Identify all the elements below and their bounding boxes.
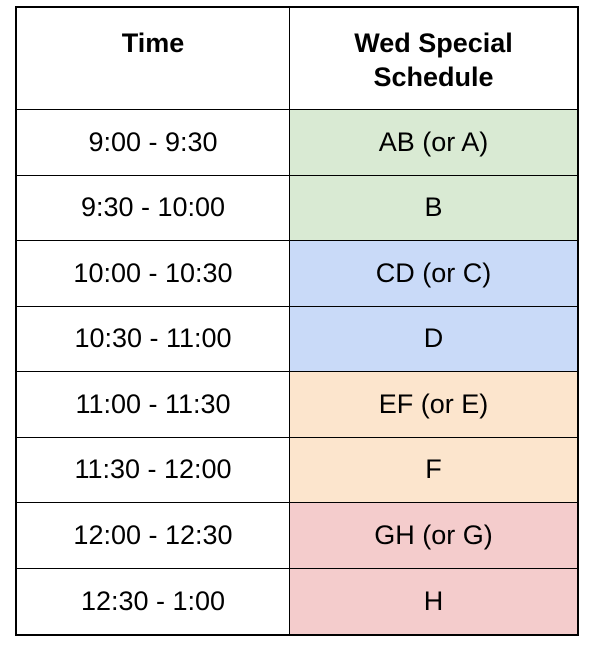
header-time: Time bbox=[17, 8, 290, 110]
time-cell: 11:30 - 12:00 bbox=[17, 438, 290, 504]
block-cell: F bbox=[290, 438, 577, 504]
block-cell: EF (or E) bbox=[290, 372, 577, 438]
time-cell: 9:30 - 10:00 bbox=[17, 176, 290, 242]
block-cell: AB (or A) bbox=[290, 110, 577, 176]
schedule-table bbox=[15, 6, 579, 636]
time-cell: 12:00 - 12:30 bbox=[17, 503, 290, 569]
time-cell: 11:00 - 11:30 bbox=[17, 372, 290, 438]
block-cell: CD (or C) bbox=[290, 241, 577, 307]
block-cell: H bbox=[290, 569, 577, 635]
block-cell: GH (or G) bbox=[290, 503, 577, 569]
time-cell: 10:30 - 11:00 bbox=[17, 307, 290, 373]
block-cell: D bbox=[290, 307, 577, 373]
time-cell: 12:30 - 1:00 bbox=[17, 569, 290, 635]
time-cell: 9:00 - 9:30 bbox=[17, 110, 290, 176]
header-wed-special-schedule: Wed Special Schedule bbox=[290, 8, 577, 110]
time-cell: 10:00 - 10:30 bbox=[17, 241, 290, 307]
block-cell: B bbox=[290, 176, 577, 242]
